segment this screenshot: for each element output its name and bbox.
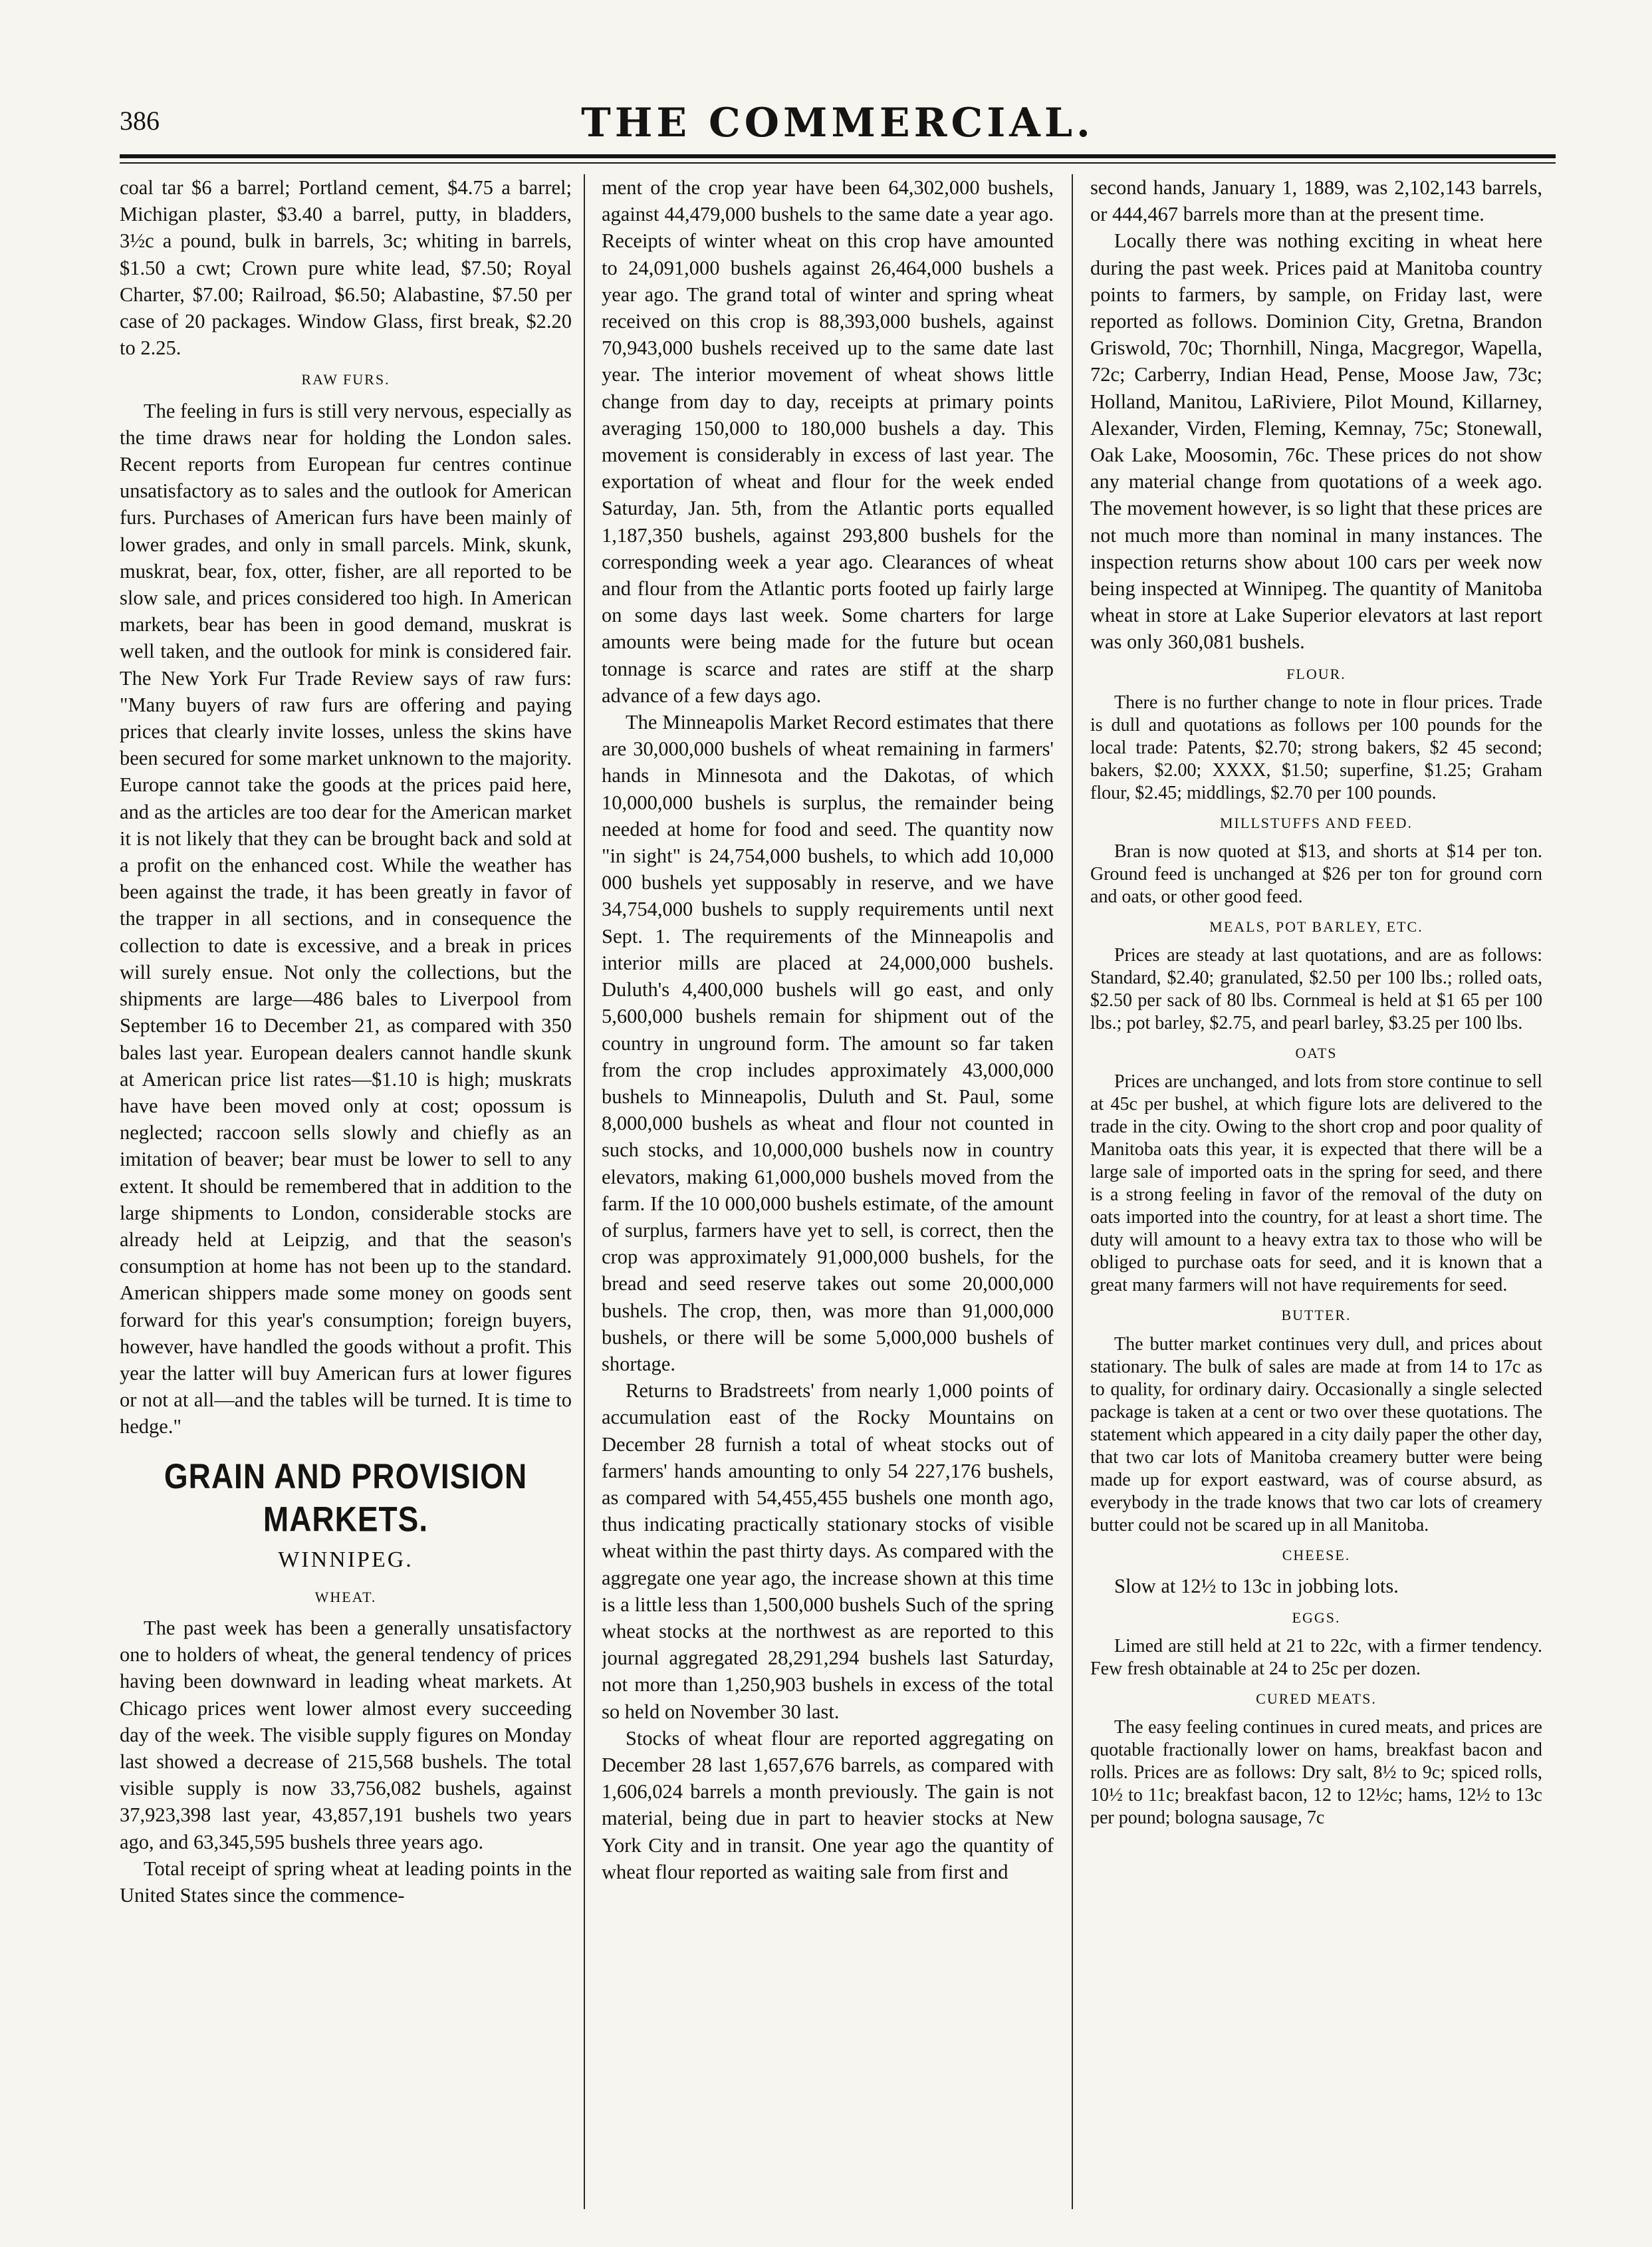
paragraph-butter: The butter market continues very dull, and prices about stationary. The bulk of sales are made at from 14 to 17c as to quality, for ordinary dairy. Occasionally a single selected package is taken at a cent or two over these quotations. The statement which appeared in a city daily paper the other day, that two car lots of Manitoba creamery butter were being made up for export eastward, was of course absurd, as everybody in the trade knows that two car lots of creamery butter could not be scared up in all Manitoba. xyxy=(1090,1333,1542,1535)
paragraph-second-hands: second hands, January 1, 1889, was 2,102,143 barrels, or 444,467 barrels more than at the present time. xyxy=(1090,176,1542,226)
paragraph-paints: coal tar $6 a barrel; Portland cement, $4.75 a barrel; Michigan plaster, $3.40 a barrel, putty, in bladders, 3½c a pound, bulk in barrels, 3c; whiting in barrels, $1.50 a cwt; Crown pure white lead, $7.50; Royal Charter, $7.00; Railroad, $6.50; Alabastine, $7.50 per case of 20 packages. Window Glass, first break, $2.20 to 2.25. xyxy=(120,176,572,360)
section-heading-butter: BUTTER. xyxy=(1281,1307,1352,1324)
masthead xyxy=(120,100,1556,146)
column-3 xyxy=(1090,174,1542,2216)
paragraph-minneapolis: The Minneapolis Market Record estimates that there are 30,000,000 bushels of wheat remaining in farmers' hands in Minnesota and the Dakotas, of which 10,000,000 bushels is surplus, the remainder being needed at home for food and seed. The quantity now "in sight" is 24,754,000 bushels, to which add 10,000 000 bushels yet supposably in reserve, and we have 34,754,000 bushels to supply requirements until next Sept. 1. The requirements of the Minneapolis and interior mills are placed at 24,000,000 bushels. Duluth's 4,400,000 bushels will go east, and only 5,600,000 bushels remain for shipment out of the country in unground form. The amount so far taken from the crop includes approximately 43,000,000 bushels to Minneapolis, Duluth and St. Paul, some 8,000,000 bushels as wheat and flour not counted in such stocks, and 10,000,000 bushels now in country elevators, making 61,000,000 bushels moved from the farm. If the 10 000,000 bushels estimate, of the amount of surplus, farmers have yet to sell, is correct, then the crop was approximately 91,000,000 bushels, for the bread and seed reserve takes out some 20,000,000 bushels. The crop, then, was more than 91,000,000 bushels, or there will be some 5,000,000 bushels of shortage. xyxy=(602,711,1054,1375)
section-heading-grain-markets: GRAIN AND PROVISION MARKETS. xyxy=(164,1456,528,1539)
paragraph-oats: Prices are unchanged, and lots from store continue to sell at 45c per bushel, at which figure lots are delivered to the trade in the city. Owing to the short crop and poor quality of Manitoba oats this year, it is expected that there will be a large sale of imported oats in the spring for seed, and there is a strong feeling in favor of the removal of the duty on oats imported into the country, for at least a short time. The duty will amount to a heavy extra tax to those who will be obliged to purchase oats for seed, and it is known that a great many farmers will not have requirements for seed. xyxy=(1090,1071,1542,1296)
header-rule xyxy=(120,154,1556,158)
paragraph-local-wheat: Locally there was nothing exciting in wheat here during the past week. Prices paid at Manitoba country points to farmers, by sample, on Friday last, were reported as follows. Dominion City, Gretna, Brandon Griswold, 70c; Thornhill, Ninga, Macgregor, Wapella, 72c; Carberry, Indian Head, Pense, Moose Jaw, 73c; Holland, Manitou, LaRiviere, Pilot Mound, Killarney, Alexander, Virden, Fleming, Kemnay, 75c; Stonewall, Oak Lake, Moosomin, 76c. These prices do not show any material change from quotations of a week ago. The movement however, is so light that these prices are not much more than nominal in many instances. The inspection returns show about 100 cars per week now being inspected at Winnipeg. The quantity of Manitoba wheat in store at Lake Superior elevators at last report was only 360,081 bushels. xyxy=(1090,229,1542,654)
paragraph-meals: Prices are steady at last quotations, and are as follows: Standard, $2.40; granulated, $2.50 per 100 lbs.; rolled oats, $2.50 per sack of 80 lbs. Cornmeal is held at $1 65 per 100 lbs.; pot barley, $2.75, and pearl barley, $3.25 per 100 lbs. xyxy=(1090,945,1542,1034)
page-number: 386 xyxy=(120,106,160,136)
header-rule-thin xyxy=(120,162,1556,164)
section-heading-winnipeg: WINNIPEG. xyxy=(278,1547,413,1572)
paragraph-wheat-1: The past week has been a generally unsatisfactory one to holders of wheat, the general tendency of prices having been downward in leading wheat markets. At Chicago prices went lower almost every succeeding day of the week. The visible supply figures on Monday last showed a decrease of 215,568 bushels. The total visible supply is now 33,756,082 bushels, against 37,923,398 last year, 43,857,191 bushels two years ago, and 63,345,595 bushels three years ago. xyxy=(120,1616,572,1853)
paragraph-cheese: Slow at 12½ to 13c in jobbing lots. xyxy=(1114,1574,1399,1597)
paragraph-bradstreets: Returns to Bradstreets' from nearly 1,000 points of accumulation east of the Rocky Mountains on December 28 furnish a total of wheat stocks out of farmers' hands amounting to only 54 227,176 bushels, as compared with 54,455,455 bushels one month ago, thus indicating practically stationary stocks of visible wheat within the past thirty days. As compared with the aggregate one year ago, the increase shown at this time is a little less than 1,500,000 bushels Such of the spring wheat stocks at the northwest as are reported to this journal aggregated 28,291,294 bushels last Saturday, not more than 1,250,903 bushels in excess of the total so held on November 30 last. xyxy=(602,1379,1054,1723)
paper-title: THE COMMERCIAL. xyxy=(581,100,1094,146)
section-heading-cured-meats: CURED MEATS. xyxy=(1256,1690,1377,1708)
paragraph-crop-receipts: ment of the crop year have been 64,302,000 bushels, against 44,479,000 bushels to the same date a year ago. Receipts of winter wheat on this crop have amounted to 24,091,000 bushels against 26,464,000 bushels a year ago. The grand total of winter and spring wheat received on this crop is 88,393,000 bushels, against 70,943,000 bushels received up to the same date last year. The interior movement of wheat shows little change from day to day, receipts at primary points averaging 150,000 to 180,000 bushels a day. This movement is considerably in excess of last year. The exportation of wheat and flour for the week ended Saturday, Jan. 5th, from the Atlantic ports equalled 1,187,350 bushels, against 293,800 bushels for the corresponding week a year ago. Clearances of wheat and flour from the Atlantic ports footed up fairly large on some days last week. Some charters for large amounts were being made for the future but ocean tonnage is scarce and rates are stiff at the sharp advance of a few days ago. xyxy=(602,176,1054,707)
section-heading-cheese: CHEESE. xyxy=(1282,1546,1351,1563)
paragraph-flour: There is no further change to note in flour prices. Trade is dull and quotations as follows per 100 pounds for the local trade: Patents, $2.70; strong bakers, $2 45 second; bakers, $2.00; XXXX, $1.50; superfine, $1.25; Graham flour, $2.45; middlings, $2.70 per 100 pounds. xyxy=(1090,692,1542,803)
section-heading-wheat: WHEAT. xyxy=(314,1588,377,1605)
paragraph-millstuffs: Bran is now quoted at $13, and shorts at $14 per ton. Ground feed is unchanged at $26 per ton for ground corn and oats, or other good feed. xyxy=(1090,841,1542,908)
section-heading-eggs: EGGS. xyxy=(1292,1609,1341,1627)
paragraph-wheat-2: Total receipt of spring wheat at leading points in the United States since the commence- xyxy=(120,1857,572,1907)
paragraph-cured-meats: The easy feeling continues in cured meats, and prices are quotable fractionally lower on hams, breakfast bacon and rolls. Prices are as follows: Dry salt, 8½ to 9c; spiced rolls, 10½ to 11c; breakfast bacon, 12 to 12½c; hams, 12½ to 13c per pound; bologna sausage, 7c xyxy=(1090,1717,1542,1829)
column-divider xyxy=(584,174,585,2209)
column-2 xyxy=(602,174,1054,2216)
paragraph-furs: The feeling in furs is still very nervous, especially as the time draws near for holding the London sales. Recent reports from European fur centres continue unsatisfactory as to sales and the outlook for American furs. Purchases of American furs have been mainly of lower grades, and only in small parcels. Mink, skunk, muskrat, bear, fox, otter, fisher, are all reported to be slow sale, and prices considered too high. In American markets, bear has been in good demand, muskrat is well taken, and the outlook for mink is considered fair. The New York Fur Trade Review says of raw furs: "Many buyers of raw furs are offering and paying prices that clearly invite losses, unless the skins have been secured for some market unknown to the majority. Europe cannot take the goods at the prices paid here, and as the articles are too dear for the American market it is not likely that they can be brought back and sold at a profit on the enhanced cost. While the weather has been against the trade, it has been greatly in favor of the trapper in all sections, and in consequence the collection to date is excessive, and a break in prices will surely ensue. Not only the collections, but the shipments are large—486 bales to Liverpool from September 16 to December 21, as compared with 350 bales last year. European dealers cannot handle skunk at American price list rates—$1.10 is high; muskrats have have been moved only at cost; opossum is neglected; raccoon sells slowly and chiefly as an imitation of beaver; bear must be lower to sell to any extent. It should be remembered that in addition to the large shipments to London, considerable stocks are already held at Leipzig, and that the season's consumption at home has not been up to the standard. American shippers made some money on goods sent forward for this year's consumption; foreign buyers, however, have handled the goods without a profit. This year the latter will buy American furs at lower figures or not at all—and the tables will be turned. It is time to hedge." xyxy=(120,399,572,1438)
section-heading-oats: OATS xyxy=(1295,1045,1338,1062)
column-divider xyxy=(1072,174,1073,2209)
paragraph-eggs: Limed are still held at 21 to 22c, with a firmer tendency. Few fresh obtainable at 24 to 25c per dozen. xyxy=(1090,1636,1542,1680)
section-heading-millstuffs: MILLSTUFFS AND FEED. xyxy=(1220,814,1413,831)
paragraph-flour-stocks: Stocks of wheat flour are reported aggregating on December 28 last 1,657,676 barrels, as compared with 1,606,024 barrels a month previously. The gain is not material, being due in part to heavier stocks at New York City and in transit. One year ago the quantity of wheat flour reported as waiting sale from first and xyxy=(602,1726,1054,1883)
section-heading-raw-furs: RAW FURS. xyxy=(301,371,390,388)
section-heading-meals: MEALS, POT BARLEY, ETC. xyxy=(1209,918,1423,936)
column-1 xyxy=(120,174,572,2216)
section-heading-flour: FLOUR. xyxy=(1286,665,1346,682)
